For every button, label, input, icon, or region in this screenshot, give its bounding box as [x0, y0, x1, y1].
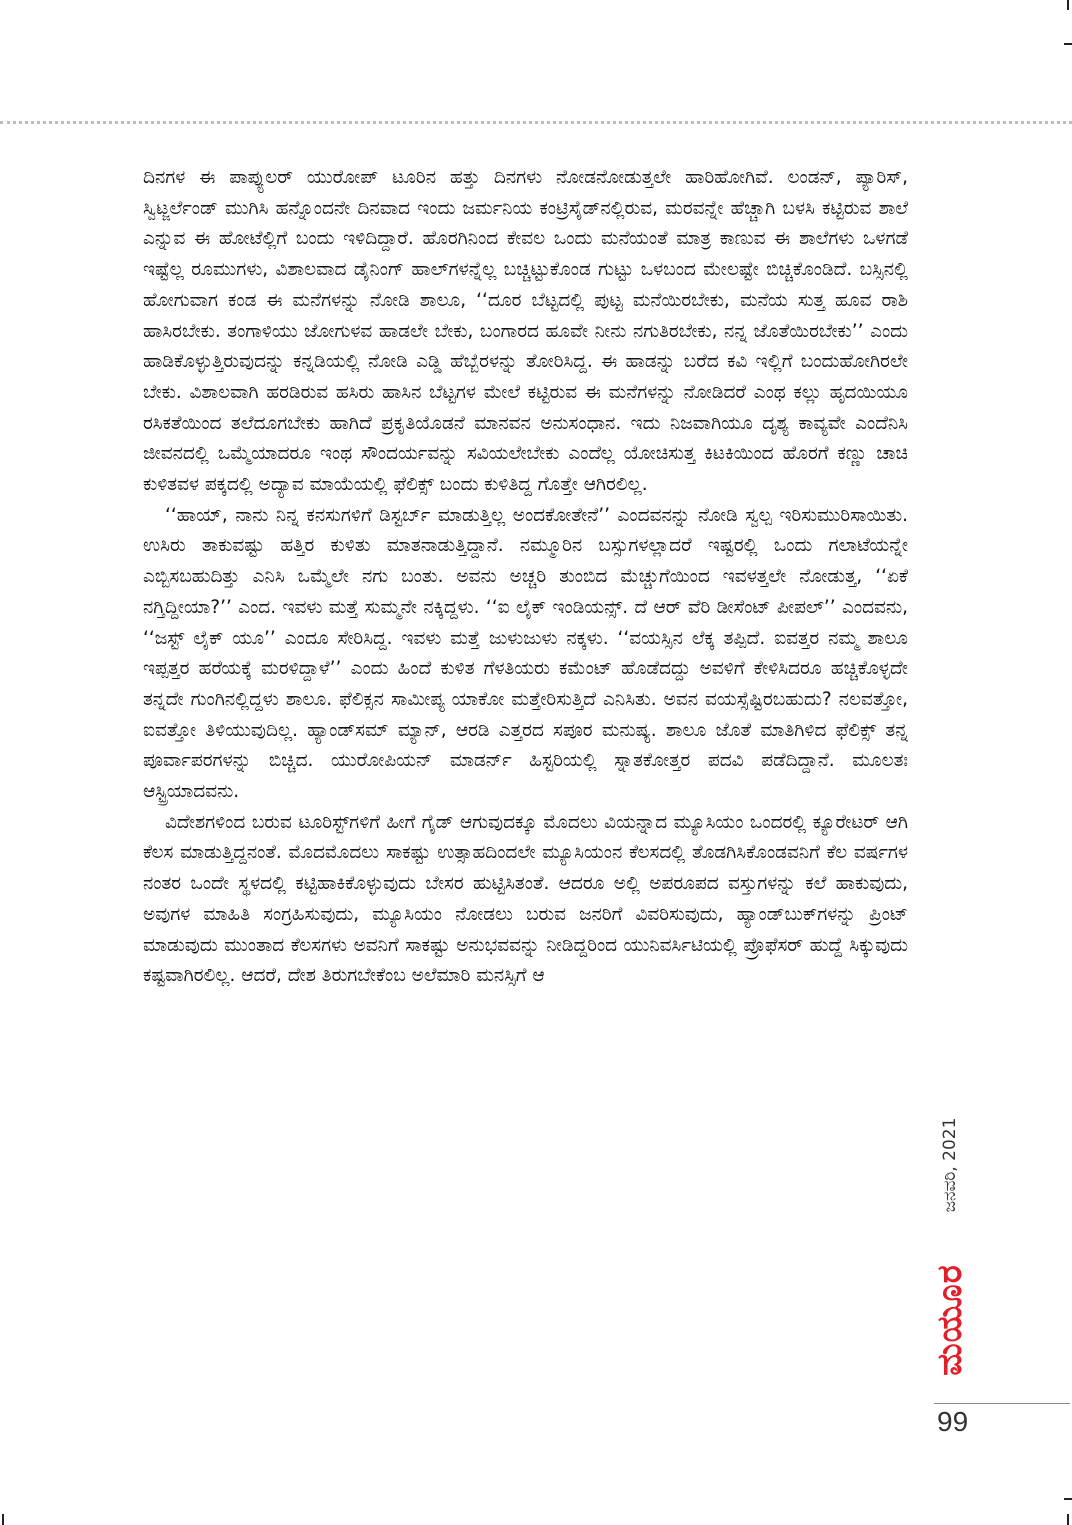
- paragraph-1: ದಿನಗಳ ಈ ಪಾಪ್ಯುಲರ್ ಯುರೋಪ್ ಟೂರಿನ ಹತ್ತು ದಿನಗಳು ನೋಡನೋಡುತ್ತಲೇ ಹಾರಿಹೋಗಿವೆ. ಲಂಡನ್, ಪ್ಯಾರಿಸ್, ಸ್ವಿಟ್ಜರ್ಲೆಂಡ್ ಮುಗಿಸಿ ಹನ್ನೊಂದನೇ ದಿನವಾದ ಇಂದು ಜರ್ಮನಿಯ ಕಂಟ್ರಿಸೈಡ್‌ನಲ್ಲಿರುವ, ಮರವನ್ನೇ ಹೆಚ್ಚಾಗಿ ಬಳಸಿ ಕಟ್ಟಿರುವ ಶಾಲೆ ಎನ್ನುವ ಈ ಹೋಟೆಲ್ಲಿಗೆ ಬಂದು ಇಳಿದಿದ್ದಾರೆ. ಹೊರಗಿನಿಂದ ಕೇವಲ ಒಂದು ಮನೆಯಂತೆ ಮಾತ್ರ ಕಾಣುವ ಈ ಶಾಲೆಗಳು ಒಳಗಡೆ ಇಷ್ಟೆಲ್ಲ ರೂಮುಗಳು, ವಿಶಾಲವಾದ ಡೈನಿಂಗ್ ಹಾಲ್‌ಗಳನ್ನೆಲ್ಲ ಬಚ್ಚಿಟ್ಟುಕೊಂಡ ಗುಟ್ಟು ಒಳಬಂದ ಮೇಲಷ್ಟೇ ಬಿಚ್ಚಿಕೊಂಡಿದೆ. ಬಸ್ಸಿನಲ್ಲಿ ಹೋಗುವಾಗ ಕಂಡ ಈ ಮನೆಗಳನ್ನು ನೋಡಿ ಶಾಲೂ, ‘‘ದೂರ ಬೆಟ್ಟದಲ್ಲಿ ಪುಟ್ಟ ಮನೆಯಿರಬೇಕು, ಮನೆಯ ಸುತ್ತ ಹೂವ ರಾಶಿ ಹಾಸಿರಬೇಕು. ತಂಗಾಳಿಯು ಜೋಗುಳವ ಹಾಡಲೇ ಬೇಕು, ಬಂಗಾರದ ಹೂವೇ ನೀನು ನಗುತಿರಬೇಕು, ನನ್ನ ಜೊತೆಯಿರಬೇಕು’’ ಎಂದು ಹಾಡಿಕೊಳ್ಳುತ್ತಿರುವುದನ್ನು ಕನ್ನಡಿಯಲ್ಲಿ ನೋಡಿ ಎಡ್ಡಿ ಹೆಬ್ಬೆರಳನ್ನು ತೋರಿಸಿದ್ದ. ಈ ಹಾಡನ್ನು ಬರೆದ ಕವಿ ಇಲ್ಲಿಗೆ ಬಂದುಹೋಗಿರಲೇ ಬೇಕು. ವಿಶಾಲವಾಗಿ ಹರಡಿರುವ ಹಸಿರು ಹಾಸಿನ ಬೆಟ್ಟಗಳ ಮೇಲೆ ಕಟ್ಟಿರುವ ಈ ಮನೆಗಳನ್ನು ನೋಡಿದರೆ ಎಂಥ ಕಲ್ಲು ಹೃದಯಿಯೂ ರಸಿಕತೆಯಿಂದ ತಲೆದೂಗಬೇಕು ಹಾಗಿದೆ ಪ್ರಕೃತಿಯೊಡನೆ ಮಾನವನ ಅನುಸಂಧಾನ. ಇದು ನಿಜವಾಗಿಯೂ ದೃಶ್ಯ ಕಾವ್ಯವೇ ಎಂದೆನಿಸಿ ಜೀವನದಲ್ಲಿ ಒಮ್ಮೆಯಾದರೂ ಇಂಥ ಸೌಂದರ್ಯವನ್ನು ಸವಿಯಲೇಬೇಕು ಎಂದೆಲ್ಲ ಯೋಚಿಸುತ್ತ ಕಿಟಕಿಯಿಂದ ಹೊರಗೆ ಕಣ್ಣು ಚಾಚಿ ಕುಳಿತವಳ ಪಕ್ಕದಲ್ಲಿ ಅದ್ಯಾವ ಮಾಯೆಯಲ್ಲಿ ಫೆಲಿಕ್ಸ್ ಬಂದು ಕುಳಿತಿದ್ದ ಗೊತ್ತೇ ಆಗಿರಲಿಲ್ಲ.: [143, 167, 908, 496]
- sidebar-masthead: [930, 1095, 970, 1395]
- page-number: 99: [937, 1406, 969, 1437]
- crop-mark-right-upper: [1064, 43, 1072, 45]
- magazine-logo: ಮಯೂರ: [930, 1264, 970, 1376]
- paragraph-3: ವಿದೇಶಗಳಿಂದ ಬರುವ ಟೂರಿಸ್ಟ್‌ಗಳಿಗೆ ಹೀಗೆ ಗೈಡ್ ಆಗುವುದಕ್ಕೂ ಮೊದಲು ವಿಯನ್ನಾದ ಮ್ಯೂಸಿಯಂ ಒಂದರಲ್ಲಿ ಕ್ಯೂರೇಟರ್ ಆಗಿ ಕೆಲಸ ಮಾಡುತ್ತಿದ್ದನಂತೆ. ಮೊದಮೊದಲು ಸಾಕಷ್ಟು ಉತ್ಸಾಹದಿಂದಲೇ ಮ್ಯೂಸಿಯಂನ ಕೆಲಸದಲ್ಲಿ ತೊಡಗಿಸಿಕೊಂಡವನಿಗೆ ಕೆಲ ವರ್ಷಗಳ ನಂತರ ಒಂದೇ ಸ್ಥಳದಲ್ಲಿ ಕಟ್ಟಿಹಾಕಿಕೊಳ್ಳುವುದು ಬೇಸರ ಹುಟ್ಟಿಸಿತಂತೆ. ಆದರೂ ಅಲ್ಲಿ ಅಪರೂಪದ ವಸ್ತುಗಳನ್ನು ಕಲೆ ಹಾಕುವುದು, ಅವುಗಳ ಮಾಹಿತಿ ಸಂಗ್ರಹಿಸುವುದು, ಮ್ಯೂಸಿಯಂ ನೋಡಲು ಬರುವ ಜನರಿಗೆ ವಿವರಿಸುವುದು, ಹ್ಯಾಂಡ್‌ಬುಕ್‌ಗಳನ್ನು ಪ್ರಿಂಟ್ ಮಾಡುವುದು ಮುಂತಾದ ಕೆಲಸಗಳು ಅವನಿಗೆ ಸಾಕಷ್ಟು ಅನುಭವವನ್ನು ನೀಡಿದ್ದರಿಂದ ಯುನಿವರ್ಸಿಟಿಯಲ್ಲಿ ಪ್ರೊಫೆಸರ್ ಹುದ್ದೆ ಸಿಕ್ಕುವುದು ಕಷ್ಟವಾಗಿರಲಿಲ್ಲ. ಆದರೆ, ದೇಶ ತಿರುಗಬೇಕೆಂಬ ಅಲೆಮಾರಿ ಮನಸ್ಸಿಗೆ ಆ: [143, 811, 908, 987]
- footer-rule: [934, 1403, 1070, 1404]
- crop-mark-right-lower: [1064, 1498, 1072, 1500]
- issue-date: ಜನವರಿ, 2021: [940, 1117, 960, 1213]
- crop-mark-bottom-right: [1067, 1514, 1069, 1525]
- crop-mark-top-right: [1067, 0, 1069, 10]
- crop-mark-bottom-left: [2, 1514, 4, 1525]
- article-body: [143, 163, 908, 992]
- header-dotted-rule: [0, 121, 1072, 124]
- paragraph-2: ‘‘ಹಾಯ್, ನಾನು ನಿನ್ನ ಕನಸುಗಳಿಗೆ ಡಿಸ್ಟರ್ಬ್ ಮಾಡುತ್ತಿಲ್ಲ ಅಂದಕೋತೇನೆ’’ ಎಂದವನನ್ನು ನೋಡಿ ಸ್ವಲ್ಪ ಇರಿಸುಮುರಿಸಾಯಿತು. ಉಸಿರು ತಾಕುವಷ್ಟು ಹತ್ತಿರ ಕುಳಿತು ಮಾತನಾಡುತ್ತಿದ್ದಾನೆ. ನಮ್ಮೂರಿನ ಬಸ್ಸುಗಳಲ್ಲಾದರೆ ಇಷ್ಟರಲ್ಲಿ ಒಂದು ಗಲಾಟೆಯನ್ನೇ ಎಬ್ಬಿಸಬಹುದಿತ್ತು ಎನಿಸಿ ಒಮ್ಮೆಲೇ ನಗು ಬಂತು. ಅವನು ಅಚ್ಚರಿ ತುಂಬಿದ ಮೆಚ್ಚುಗೆಯಿಂದ ಇವಳತ್ತಲೇ ನೋಡುತ್ತ, ‘‘ಏಕೆ ನಗ್ತಿದ್ದೀಯಾ?’’ ಎಂದ. ಇವಳು ಮತ್ತೆ ಸುಮ್ಮನೇ ನಕ್ಕಿದ್ದಳು. ‘‘ಐ ಲೈಕ್ ಇಂಡಿಯನ್ಸ್. ದೆ ಆರ್ ವೆರಿ ಡೀಸೆಂಟ್ ಪೀಪಲ್’’ ಎಂದವನು, ‘‘ಜಸ್ಟ್ ಲೈಕ್ ಯೂ’’ ಎಂದೂ ಸೇರಿಸಿದ್ದ. ಇವಳು ಮತ್ತೆ ಜುಳುಜುಳು ನಕ್ಕಳು. ‘‘ವಯಸ್ಸಿನ ಲೆಕ್ಕ ತಪ್ಪಿದೆ. ಐವತ್ತರ ನಮ್ಮ ಶಾಲೂ ಇಪ್ಪತ್ತರ ಹರೆಯಕ್ಕೆ ಮರಳಿದ್ದಾಳೆ’’ ಎಂದು ಹಿಂದೆ ಕುಳಿತ ಗೆಳತಿಯರು ಕಮೆಂಟ್ ಹೊಡೆದದ್ದು ಅವಳಿಗೆ ಕೇಳಿಸಿದರೂ ಹಚ್ಚಿಕೊಳ್ಳದೇ ತನ್ನದೇ ಗುಂಗಿನಲ್ಲಿದ್ದಳು ಶಾಲೂ. ಫೆಲಿಕ್ಸನ ಸಾಮೀಪ್ಯ ಯಾಕೋ ಮತ್ತೇರಿಸುತ್ತಿದೆ ಎನಿಸಿತು. ಅವನ ವಯಸ್ಸೆಷ್ಟಿರಬಹುದು? ನಲವತ್ತೋ, ಐವತ್ತೋ ತಿಳಿಯುವುದಿಲ್ಲ. ಹ್ಯಾಂಡ್‌ಸಮ್ ಮ್ಯಾನ್, ಆರಡಿ ಎತ್ತರದ ಸಪೂರ ಮನುಷ್ಯ. ಶಾಲೂ ಜೊತೆ ಮಾತಿಗಿಳಿದ ಫೆಲಿಕ್ಸ್ ತನ್ನ ಪೂರ್ವಾಪರಗಳನ್ನು ಬಿಚ್ಚಿದ. ಯುರೋಪಿಯನ್ ಮಾಡರ್ನ್ ಹಿಸ್ಟರಿಯಲ್ಲಿ ಸ್ನಾತಕೋತ್ತರ ಪದವಿ ಪಡೆದಿದ್ದಾನೆ. ಮೂಲತಃ ಆಸ್ಟ್ರಿಯಾದವನು.: [143, 504, 908, 803]
